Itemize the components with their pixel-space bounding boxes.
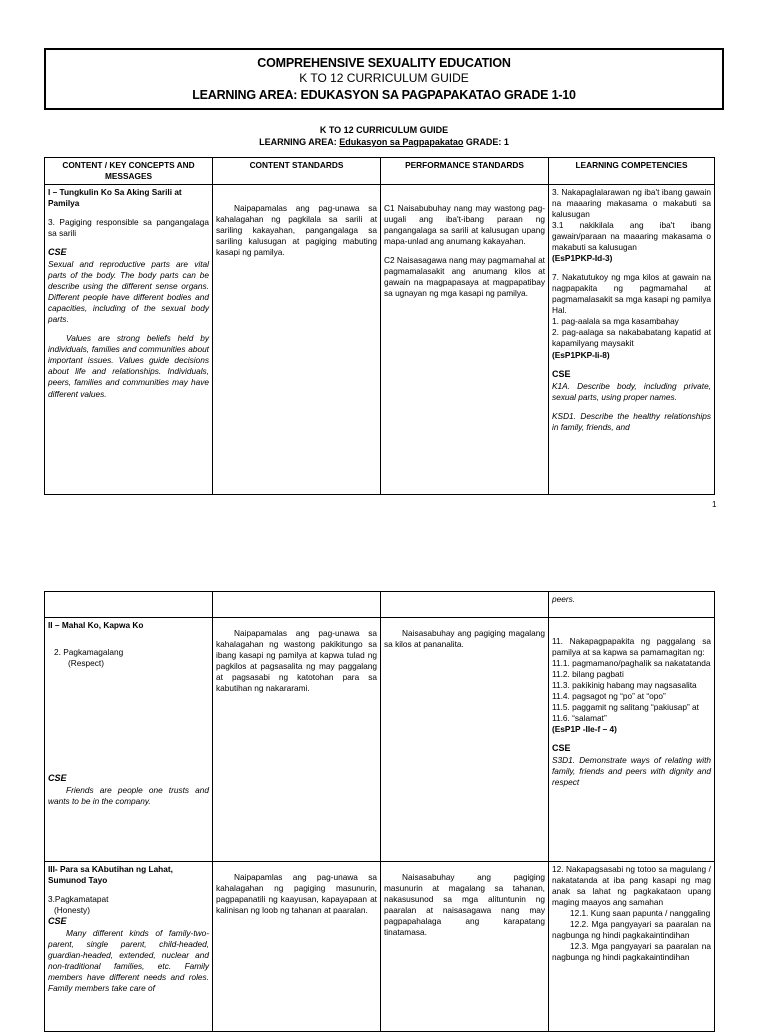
section-heading: III- Para sa KAbutihan ng Lahat, Sumunod Tayo — [48, 864, 173, 886]
content-cell — [45, 185, 213, 495]
performance-standard-cell — [381, 862, 549, 1032]
cse-label: CSE — [48, 916, 67, 927]
performance-standard: Naisasabuhay ang pagiging magalang sa kilos at pananalita. — [384, 628, 545, 650]
topic-english: (Honesty) — [54, 905, 90, 916]
competency: 3. Nakapaglalarawan ng iba't ibang gawain na maaaring makasama o makabuti sa kalusugan — [552, 187, 711, 220]
competency: 12.1. Kung saan papunta / nanggaling — [570, 908, 711, 919]
table-row — [45, 185, 715, 495]
col-header-performance-standards: PERFORMANCE STANDARDS — [381, 158, 549, 185]
performance-standard: Naisasabuhay ang pagiging masunurin at magalang sa tahanan, nakasusunod sa mga alituntunin ng paaralan at naisasagawa nang may pagpapahalaga ang karapatang tinatamasa. — [384, 872, 545, 938]
topic-english: (Respect) — [68, 658, 104, 669]
competency-code: (EsP1P -IIe-f – 4) — [552, 724, 617, 735]
section-heading: I – Tungkulin Ko Sa Aking Sarili at Pamilya — [48, 187, 182, 209]
section-heading: II – Mahal Ko, Kapwa Ko — [48, 620, 144, 630]
page-number: 1 — [712, 500, 717, 509]
competency: 12. Nakapagsasabi ng totoo sa magulang / nakatatanda at iba pang kasapi ng mag anak sa lahat ng pagkakataon upang maging maayos ang samahan — [552, 864, 711, 908]
content-standard-cell — [213, 185, 381, 495]
performance-standard: C1 Naisabubuhay nang may wastong pag-uugali ang iba't-ibang paraan ng pangangalaga sa sarili at kalusugan upang mapa-unlad ang anumang kakayahan. — [384, 203, 545, 247]
cse-label: CSE — [48, 773, 67, 784]
topic: 2. Pagkamagalang — [54, 647, 124, 658]
competency: 3.1 nakikilala ang iba't ibang gawain/paraan na maaaring makasama o makabuti sa kalusugan — [552, 220, 711, 253]
content-standard-cell — [213, 618, 381, 862]
competency: 12.3. Mga pangyayari sa paaralan na nagbunga ng hindi pagkakaintindihan — [552, 941, 711, 963]
competency: 11.3. pakikinig habang may nagsasalita — [552, 680, 697, 691]
table-header-row — [45, 158, 715, 185]
table-row — [45, 862, 715, 1032]
doc-subtitle: K TO 12 CURRICULUM GUIDE — [299, 71, 469, 85]
topic: 3.Pagkamatapat — [48, 894, 109, 905]
cse-text: Many different kinds of family-two-parent, single parent, child-headed, guardian-headed, extended, nuclear and non-traditional families, etc. Family members have different needs and roles. Family members take care of — [48, 928, 209, 994]
cse-text: S3D1. Demonstrate ways of relating with family, friends and peers with dignity and respect — [552, 755, 711, 788]
sub-learning-area: LEARNING AREA: Edukasyon sa Pagpapakatao GRADE: 1 — [259, 137, 509, 147]
title-box — [44, 48, 724, 110]
doc-learning-area: LEARNING AREA: EDUKASYON SA PAGPAPAKATAO GRADE 1-10 — [192, 88, 576, 102]
competency: 7. Nakatutukoy ng mga kilos at gawain na nagpapakita ng pagmamahal at pagmamalasakit sa mga kasapi ng pamilya Hal. — [552, 272, 711, 316]
competency: 2. pag-aalaga sa nakababatang kapatid at kapamilyang maysakit — [552, 327, 711, 349]
performance-standard: C2 Naisasagawa nang may pagmamahal at pagmamalasakit ang anumang kilos at gawain na magpapasaya at magpapatibay sa ugnayan ng mga kasapi ng pamilya. — [384, 255, 545, 299]
competency: 11.1. pagmamano/paghalik sa nakatatanda — [552, 658, 711, 669]
performance-standard-cell — [381, 185, 549, 495]
continued-cell — [549, 592, 715, 618]
learning-competency-cell — [549, 862, 715, 1032]
competency: 11.6. “salamat” — [552, 713, 607, 724]
cse-label: CSE — [48, 247, 67, 258]
competency: 12.2. Mga pangyayari sa paaralan na nagbunga ng hindi pagkakaintindihan — [552, 919, 711, 941]
curriculum-table-page2 — [44, 591, 715, 1032]
competency-code: (EsP1PKP-Ii-8) — [552, 349, 610, 360]
curriculum-table-page1 — [44, 157, 715, 495]
table-row — [45, 618, 715, 862]
topic: 3. Pagiging responsible sa pangangalaga sa sarili — [48, 217, 209, 239]
content-standard: Naipapamalas ang pag-unawa sa kahalagahan ng wastong pakikitungo sa ibang kasapi ng pamilya at kapwa tulad ng pagkilos at pagsasalita ng may paggalang at pagsasabi ng katotohan para sa kabutihan ng nakararami. — [216, 628, 377, 694]
cse-text: peers. — [552, 594, 576, 604]
performance-standard-cell — [381, 618, 549, 862]
content-standard: Naipapamalas ang pag-unawa sa kahalagahan ng pagkilala sa sarili at sariling kakayahan, pangangalaga sa sariling kalusugan at pagiging mabuting kasapi ng pamilya. — [216, 203, 377, 258]
sub-title: K TO 12 CURRICULUM GUIDE — [319, 125, 449, 135]
table-row — [45, 592, 715, 618]
cse-label: CSE — [552, 743, 571, 754]
cse-label: CSE — [552, 368, 571, 379]
content-cell — [45, 862, 213, 1032]
competency: 11.4. pagsagot ng “po” at “opo” — [552, 691, 666, 702]
col-header-learning-competencies: LEARNING COMPETENCIES — [549, 158, 715, 185]
content-standard: Naipapamlas ang pag-unawa sa kahalagahan ng pagiging masunurin, pagpapanatili ng kaayusan, kapayapaan at kalinisan ng loob ng tahanan at paaralan. — [216, 872, 377, 916]
doc-title: COMPREHENSIVE SEXUALITY EDUCATION — [257, 56, 511, 70]
competency: 11. Nakapagpapakita ng paggalang sa pamilya at sa kapwa sa pamamagitan ng: — [552, 636, 711, 658]
content-cell — [45, 618, 213, 862]
cse-text: Friends are people one trusts and wants to be in the company. — [48, 785, 209, 807]
cse-text: Values are strong beliefs held by individuals, families and communities about important issues. Values guide decisions about life and relationships. Individuals, peers, families and communities may have different values. — [48, 333, 209, 399]
learning-competency-cell — [549, 185, 715, 495]
competency: 11.2. bilang pagbati — [552, 669, 624, 680]
competency: 1. pag-aalala sa mga kasambahay — [552, 316, 679, 327]
col-header-content: CONTENT / KEY CONCEPTS AND MESSAGES — [45, 158, 213, 185]
learning-competency-cell — [549, 618, 715, 862]
cse-text: Sexual and reproductive parts are vital parts of the body. The body parts can be describe using the different sense organs. Different people have different bodies and capacities, including of the sexual body parts. — [48, 259, 209, 325]
competency: 11.5. paggamit ng salitang “pakiusap” at — [552, 702, 699, 713]
content-standard-cell — [213, 862, 381, 1032]
area-name: Edukasyon sa Pagpapakatao — [339, 137, 464, 147]
cse-text: K1A. Describe body, including private, sexual parts, using proper names. — [552, 380, 711, 402]
col-header-content-standards: CONTENT STANDARDS — [213, 158, 381, 185]
competency-code: (EsP1PKP-Id-3) — [552, 253, 613, 264]
cse-text: KSD1. Describe the healthy relationships in family, friends, and — [552, 410, 711, 432]
